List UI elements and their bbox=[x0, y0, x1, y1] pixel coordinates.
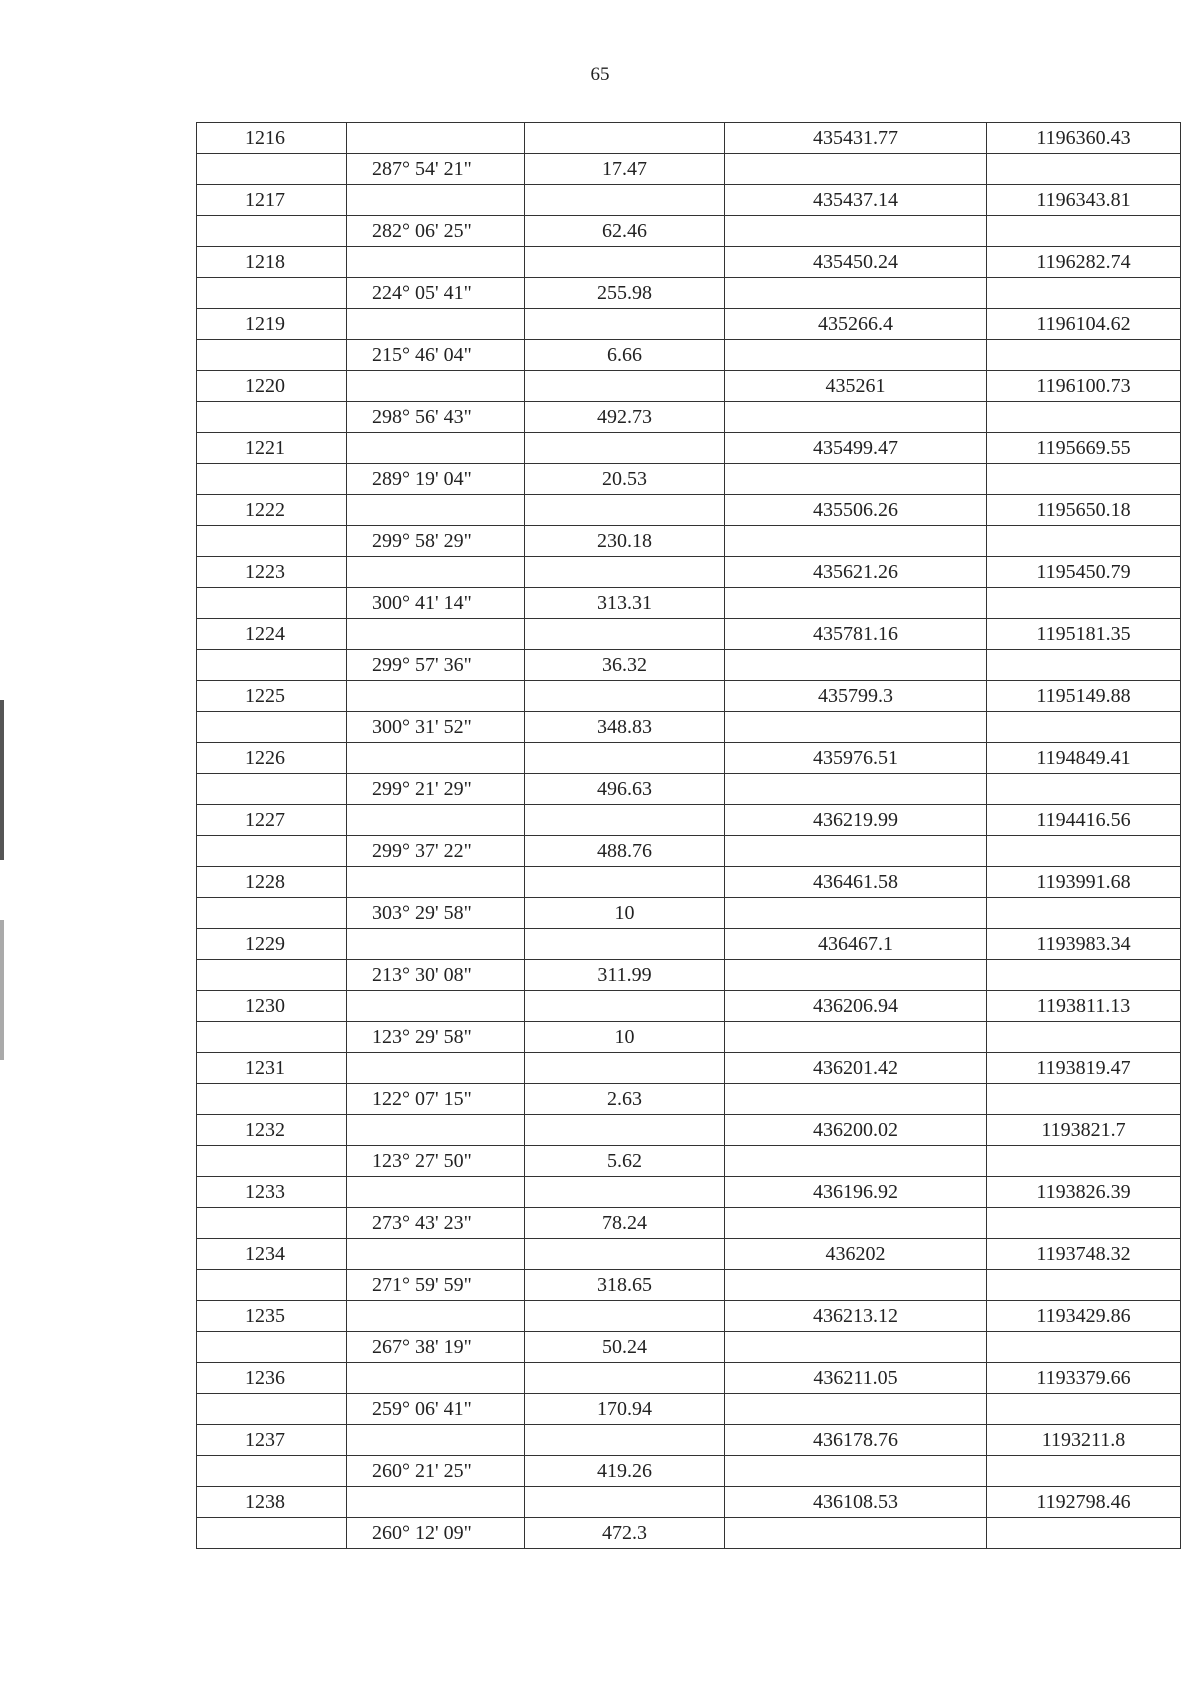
easting-cell: 1193811.13 bbox=[987, 991, 1181, 1022]
distance-cell bbox=[525, 867, 725, 898]
northing-cell bbox=[725, 340, 987, 371]
distance-cell bbox=[525, 1177, 725, 1208]
point-id-cell bbox=[197, 1084, 347, 1115]
point-id-cell bbox=[197, 1208, 347, 1239]
northing-cell: 435450.24 bbox=[725, 247, 987, 278]
table-row bbox=[197, 1177, 1181, 1208]
distance-cell: 17.47 bbox=[525, 154, 725, 185]
distance-cell bbox=[525, 929, 725, 960]
northing-cell bbox=[725, 464, 987, 495]
bearing-cell bbox=[347, 929, 525, 960]
scan-edge-mark bbox=[0, 920, 4, 1060]
table-row bbox=[197, 991, 1181, 1022]
easting-cell: 1193821.7 bbox=[987, 1115, 1181, 1146]
table-row bbox=[197, 495, 1181, 526]
table-row bbox=[197, 216, 1181, 247]
northing-cell bbox=[725, 154, 987, 185]
table-row bbox=[197, 1487, 1181, 1518]
point-id-cell: 1231 bbox=[197, 1053, 347, 1084]
bearing-cell bbox=[347, 867, 525, 898]
table-row bbox=[197, 1332, 1181, 1363]
easting-cell bbox=[987, 588, 1181, 619]
easting-cell bbox=[987, 960, 1181, 991]
point-id-cell: 1218 bbox=[197, 247, 347, 278]
northing-cell: 436206.94 bbox=[725, 991, 987, 1022]
distance-cell bbox=[525, 1487, 725, 1518]
table-row bbox=[197, 650, 1181, 681]
table-row bbox=[197, 743, 1181, 774]
bearing-cell bbox=[347, 123, 525, 154]
bearing-cell: 215° 46' 04" bbox=[347, 340, 525, 371]
distance-cell bbox=[525, 1363, 725, 1394]
easting-cell: 1193211.8 bbox=[987, 1425, 1181, 1456]
northing-cell bbox=[725, 774, 987, 805]
distance-cell: 10 bbox=[525, 1022, 725, 1053]
point-id-cell: 1228 bbox=[197, 867, 347, 898]
distance-cell bbox=[525, 247, 725, 278]
table-row bbox=[197, 464, 1181, 495]
easting-cell: 1196282.74 bbox=[987, 247, 1181, 278]
scan-edge-mark bbox=[0, 700, 4, 860]
bearing-cell bbox=[347, 805, 525, 836]
bearing-cell: 123° 27' 50" bbox=[347, 1146, 525, 1177]
point-id-cell: 1233 bbox=[197, 1177, 347, 1208]
easting-cell: 1193819.47 bbox=[987, 1053, 1181, 1084]
table-row bbox=[197, 1208, 1181, 1239]
table-row bbox=[197, 898, 1181, 929]
point-id-cell: 1229 bbox=[197, 929, 347, 960]
easting-cell bbox=[987, 1146, 1181, 1177]
northing-cell bbox=[725, 1394, 987, 1425]
easting-cell: 1195669.55 bbox=[987, 433, 1181, 464]
table-row bbox=[197, 836, 1181, 867]
table-row bbox=[197, 1394, 1181, 1425]
bearing-cell: 298° 56' 43" bbox=[347, 402, 525, 433]
northing-cell bbox=[725, 650, 987, 681]
easting-cell bbox=[987, 1208, 1181, 1239]
easting-cell: 1194849.41 bbox=[987, 743, 1181, 774]
table-row bbox=[197, 867, 1181, 898]
distance-cell bbox=[525, 1115, 725, 1146]
point-id-cell bbox=[197, 526, 347, 557]
table-row bbox=[197, 1363, 1181, 1394]
table-row bbox=[197, 1053, 1181, 1084]
northing-cell bbox=[725, 1456, 987, 1487]
point-id-cell bbox=[197, 278, 347, 309]
easting-cell bbox=[987, 216, 1181, 247]
distance-cell bbox=[525, 371, 725, 402]
distance-cell: 50.24 bbox=[525, 1332, 725, 1363]
distance-cell: 492.73 bbox=[525, 402, 725, 433]
bearing-cell bbox=[347, 495, 525, 526]
table-row bbox=[197, 1239, 1181, 1270]
northing-cell: 435799.3 bbox=[725, 681, 987, 712]
distance-cell bbox=[525, 1425, 725, 1456]
distance-cell: 472.3 bbox=[525, 1518, 725, 1549]
table-row bbox=[197, 1456, 1181, 1487]
bearing-cell: 303° 29' 58" bbox=[347, 898, 525, 929]
bearing-cell bbox=[347, 1363, 525, 1394]
northing-cell: 436213.12 bbox=[725, 1301, 987, 1332]
bearing-cell bbox=[347, 371, 525, 402]
easting-cell: 1195149.88 bbox=[987, 681, 1181, 712]
table-row bbox=[197, 402, 1181, 433]
point-id-cell: 1220 bbox=[197, 371, 347, 402]
easting-cell bbox=[987, 774, 1181, 805]
distance-cell bbox=[525, 185, 725, 216]
northing-cell: 435431.77 bbox=[725, 123, 987, 154]
northing-cell bbox=[725, 588, 987, 619]
bearing-cell bbox=[347, 1487, 525, 1518]
bearing-cell: 289° 19' 04" bbox=[347, 464, 525, 495]
easting-cell bbox=[987, 526, 1181, 557]
point-id-cell: 1232 bbox=[197, 1115, 347, 1146]
table-row bbox=[197, 526, 1181, 557]
distance-cell: 2.63 bbox=[525, 1084, 725, 1115]
point-id-cell: 1222 bbox=[197, 495, 347, 526]
table-row bbox=[197, 278, 1181, 309]
northing-cell bbox=[725, 960, 987, 991]
bearing-cell: 282° 06' 25" bbox=[347, 216, 525, 247]
bearing-cell bbox=[347, 185, 525, 216]
point-id-cell: 1221 bbox=[197, 433, 347, 464]
easting-cell bbox=[987, 1022, 1181, 1053]
easting-cell bbox=[987, 650, 1181, 681]
table-row bbox=[197, 1115, 1181, 1146]
bearing-cell: 260° 12' 09" bbox=[347, 1518, 525, 1549]
table-row bbox=[197, 433, 1181, 464]
easting-cell bbox=[987, 836, 1181, 867]
bearing-cell: 300° 41' 14" bbox=[347, 588, 525, 619]
bearing-cell: 299° 58' 29" bbox=[347, 526, 525, 557]
point-id-cell bbox=[197, 402, 347, 433]
easting-cell bbox=[987, 712, 1181, 743]
bearing-cell bbox=[347, 247, 525, 278]
easting-cell: 1193983.34 bbox=[987, 929, 1181, 960]
distance-cell bbox=[525, 1239, 725, 1270]
distance-cell: 311.99 bbox=[525, 960, 725, 991]
point-id-cell bbox=[197, 712, 347, 743]
bearing-cell: 267° 38' 19" bbox=[347, 1332, 525, 1363]
bearing-cell: 299° 57' 36" bbox=[347, 650, 525, 681]
distance-cell: 230.18 bbox=[525, 526, 725, 557]
easting-cell bbox=[987, 898, 1181, 929]
table-row bbox=[197, 557, 1181, 588]
northing-cell: 435261 bbox=[725, 371, 987, 402]
table-row bbox=[197, 929, 1181, 960]
distance-cell: 62.46 bbox=[525, 216, 725, 247]
table-row bbox=[197, 1084, 1181, 1115]
northing-cell: 435499.47 bbox=[725, 433, 987, 464]
easting-cell: 1196104.62 bbox=[987, 309, 1181, 340]
easting-cell bbox=[987, 1332, 1181, 1363]
table-row bbox=[197, 340, 1181, 371]
bearing-cell bbox=[347, 1239, 525, 1270]
northing-cell: 436201.42 bbox=[725, 1053, 987, 1084]
point-id-cell: 1227 bbox=[197, 805, 347, 836]
distance-cell: 419.26 bbox=[525, 1456, 725, 1487]
point-id-cell bbox=[197, 588, 347, 619]
bearing-cell bbox=[347, 681, 525, 712]
northing-cell: 436461.58 bbox=[725, 867, 987, 898]
easting-cell: 1196100.73 bbox=[987, 371, 1181, 402]
northing-cell bbox=[725, 1270, 987, 1301]
distance-cell bbox=[525, 433, 725, 464]
bearing-cell bbox=[347, 743, 525, 774]
bearing-cell bbox=[347, 619, 525, 650]
point-id-cell bbox=[197, 154, 347, 185]
point-id-cell bbox=[197, 1332, 347, 1363]
point-id-cell bbox=[197, 1518, 347, 1549]
point-id-cell bbox=[197, 1022, 347, 1053]
table-row bbox=[197, 247, 1181, 278]
bearing-cell: 271° 59' 59" bbox=[347, 1270, 525, 1301]
distance-cell: 488.76 bbox=[525, 836, 725, 867]
northing-cell: 436219.99 bbox=[725, 805, 987, 836]
point-id-cell: 1226 bbox=[197, 743, 347, 774]
easting-cell bbox=[987, 464, 1181, 495]
northing-cell bbox=[725, 836, 987, 867]
page-number: 65 bbox=[590, 64, 610, 85]
bearing-cell bbox=[347, 991, 525, 1022]
northing-cell: 435266.4 bbox=[725, 309, 987, 340]
easting-cell: 1192798.46 bbox=[987, 1487, 1181, 1518]
easting-cell bbox=[987, 1456, 1181, 1487]
point-id-cell: 1219 bbox=[197, 309, 347, 340]
easting-cell: 1193379.66 bbox=[987, 1363, 1181, 1394]
point-id-cell bbox=[197, 774, 347, 805]
easting-cell: 1196360.43 bbox=[987, 123, 1181, 154]
bearing-cell: 273° 43' 23" bbox=[347, 1208, 525, 1239]
distance-cell bbox=[525, 557, 725, 588]
northing-cell bbox=[725, 216, 987, 247]
northing-cell bbox=[725, 1146, 987, 1177]
point-id-cell: 1238 bbox=[197, 1487, 347, 1518]
point-id-cell bbox=[197, 898, 347, 929]
distance-cell bbox=[525, 1301, 725, 1332]
distance-cell: 496.63 bbox=[525, 774, 725, 805]
bearing-cell bbox=[347, 1177, 525, 1208]
table-row bbox=[197, 588, 1181, 619]
easting-cell: 1194416.56 bbox=[987, 805, 1181, 836]
point-id-cell bbox=[197, 1394, 347, 1425]
distance-cell: 255.98 bbox=[525, 278, 725, 309]
easting-cell bbox=[987, 154, 1181, 185]
point-id-cell bbox=[197, 960, 347, 991]
point-id-cell bbox=[197, 836, 347, 867]
distance-cell bbox=[525, 123, 725, 154]
distance-cell: 170.94 bbox=[525, 1394, 725, 1425]
northing-cell bbox=[725, 526, 987, 557]
table-row bbox=[197, 1270, 1181, 1301]
northing-cell: 435506.26 bbox=[725, 495, 987, 526]
bearing-cell bbox=[347, 1053, 525, 1084]
northing-cell bbox=[725, 1518, 987, 1549]
northing-cell bbox=[725, 1332, 987, 1363]
northing-cell: 436211.05 bbox=[725, 1363, 987, 1394]
bearing-cell bbox=[347, 557, 525, 588]
bearing-cell: 122° 07' 15" bbox=[347, 1084, 525, 1115]
bearing-cell: 287° 54' 21" bbox=[347, 154, 525, 185]
table-row bbox=[197, 309, 1181, 340]
point-id-cell: 1235 bbox=[197, 1301, 347, 1332]
easting-cell bbox=[987, 1084, 1181, 1115]
coordinate-table-body bbox=[197, 123, 1181, 1549]
bearing-cell: 123° 29' 58" bbox=[347, 1022, 525, 1053]
northing-cell: 436108.53 bbox=[725, 1487, 987, 1518]
bearing-cell: 213° 30' 08" bbox=[347, 960, 525, 991]
table-row bbox=[197, 1301, 1181, 1332]
bearing-cell bbox=[347, 309, 525, 340]
point-id-cell: 1236 bbox=[197, 1363, 347, 1394]
table-row bbox=[197, 1425, 1181, 1456]
point-id-cell bbox=[197, 1456, 347, 1487]
easting-cell: 1195450.79 bbox=[987, 557, 1181, 588]
northing-cell bbox=[725, 898, 987, 929]
bearing-cell: 299° 37' 22" bbox=[347, 836, 525, 867]
table-row bbox=[197, 805, 1181, 836]
bearing-cell bbox=[347, 1301, 525, 1332]
coordinate-table bbox=[196, 122, 1181, 1549]
distance-cell: 10 bbox=[525, 898, 725, 929]
distance-cell bbox=[525, 619, 725, 650]
bearing-cell: 259° 06' 41" bbox=[347, 1394, 525, 1425]
table-row bbox=[197, 960, 1181, 991]
distance-cell: 20.53 bbox=[525, 464, 725, 495]
easting-cell: 1193826.39 bbox=[987, 1177, 1181, 1208]
point-id-cell bbox=[197, 1146, 347, 1177]
northing-cell: 436467.1 bbox=[725, 929, 987, 960]
distance-cell bbox=[525, 1053, 725, 1084]
easting-cell: 1193991.68 bbox=[987, 867, 1181, 898]
table-row bbox=[197, 1518, 1181, 1549]
easting-cell: 1196343.81 bbox=[987, 185, 1181, 216]
bearing-cell: 260° 21' 25" bbox=[347, 1456, 525, 1487]
northing-cell bbox=[725, 712, 987, 743]
northing-cell bbox=[725, 1084, 987, 1115]
bearing-cell: 299° 21' 29" bbox=[347, 774, 525, 805]
table-row bbox=[197, 619, 1181, 650]
point-id-cell: 1225 bbox=[197, 681, 347, 712]
point-id-cell: 1217 bbox=[197, 185, 347, 216]
northing-cell bbox=[725, 278, 987, 309]
northing-cell: 435781.16 bbox=[725, 619, 987, 650]
point-id-cell: 1223 bbox=[197, 557, 347, 588]
easting-cell: 1193429.86 bbox=[987, 1301, 1181, 1332]
point-id-cell bbox=[197, 340, 347, 371]
table-row bbox=[197, 1022, 1181, 1053]
easting-cell: 1195181.35 bbox=[987, 619, 1181, 650]
distance-cell: 313.31 bbox=[525, 588, 725, 619]
point-id-cell bbox=[197, 216, 347, 247]
northing-cell: 435976.51 bbox=[725, 743, 987, 774]
table-row bbox=[197, 681, 1181, 712]
northing-cell bbox=[725, 1208, 987, 1239]
easting-cell bbox=[987, 340, 1181, 371]
point-id-cell: 1216 bbox=[197, 123, 347, 154]
northing-cell: 436202 bbox=[725, 1239, 987, 1270]
distance-cell: 6.66 bbox=[525, 340, 725, 371]
northing-cell bbox=[725, 402, 987, 433]
distance-cell bbox=[525, 495, 725, 526]
easting-cell bbox=[987, 278, 1181, 309]
distance-cell: 348.83 bbox=[525, 712, 725, 743]
distance-cell: 78.24 bbox=[525, 1208, 725, 1239]
distance-cell bbox=[525, 991, 725, 1022]
point-id-cell: 1237 bbox=[197, 1425, 347, 1456]
bearing-cell: 300° 31' 52" bbox=[347, 712, 525, 743]
distance-cell bbox=[525, 805, 725, 836]
northing-cell bbox=[725, 1022, 987, 1053]
point-id-cell bbox=[197, 1270, 347, 1301]
bearing-cell bbox=[347, 1425, 525, 1456]
table-row bbox=[197, 774, 1181, 805]
point-id-cell bbox=[197, 650, 347, 681]
table-row bbox=[197, 185, 1181, 216]
distance-cell: 36.32 bbox=[525, 650, 725, 681]
point-id-cell: 1234 bbox=[197, 1239, 347, 1270]
bearing-cell: 224° 05' 41" bbox=[347, 278, 525, 309]
table-row bbox=[197, 712, 1181, 743]
easting-cell: 1193748.32 bbox=[987, 1239, 1181, 1270]
northing-cell: 436178.76 bbox=[725, 1425, 987, 1456]
easting-cell: 1195650.18 bbox=[987, 495, 1181, 526]
northing-cell: 436196.92 bbox=[725, 1177, 987, 1208]
easting-cell bbox=[987, 1518, 1181, 1549]
bearing-cell bbox=[347, 1115, 525, 1146]
table-row bbox=[197, 123, 1181, 154]
point-id-cell: 1230 bbox=[197, 991, 347, 1022]
distance-cell: 318.65 bbox=[525, 1270, 725, 1301]
table-row bbox=[197, 371, 1181, 402]
distance-cell bbox=[525, 681, 725, 712]
northing-cell: 435437.14 bbox=[725, 185, 987, 216]
point-id-cell: 1224 bbox=[197, 619, 347, 650]
easting-cell bbox=[987, 1394, 1181, 1425]
table-row bbox=[197, 154, 1181, 185]
northing-cell: 436200.02 bbox=[725, 1115, 987, 1146]
easting-cell bbox=[987, 402, 1181, 433]
easting-cell bbox=[987, 1270, 1181, 1301]
bearing-cell bbox=[347, 433, 525, 464]
distance-cell bbox=[525, 743, 725, 774]
table-row bbox=[197, 1146, 1181, 1177]
distance-cell: 5.62 bbox=[525, 1146, 725, 1177]
northing-cell: 435621.26 bbox=[725, 557, 987, 588]
distance-cell bbox=[525, 309, 725, 340]
point-id-cell bbox=[197, 464, 347, 495]
